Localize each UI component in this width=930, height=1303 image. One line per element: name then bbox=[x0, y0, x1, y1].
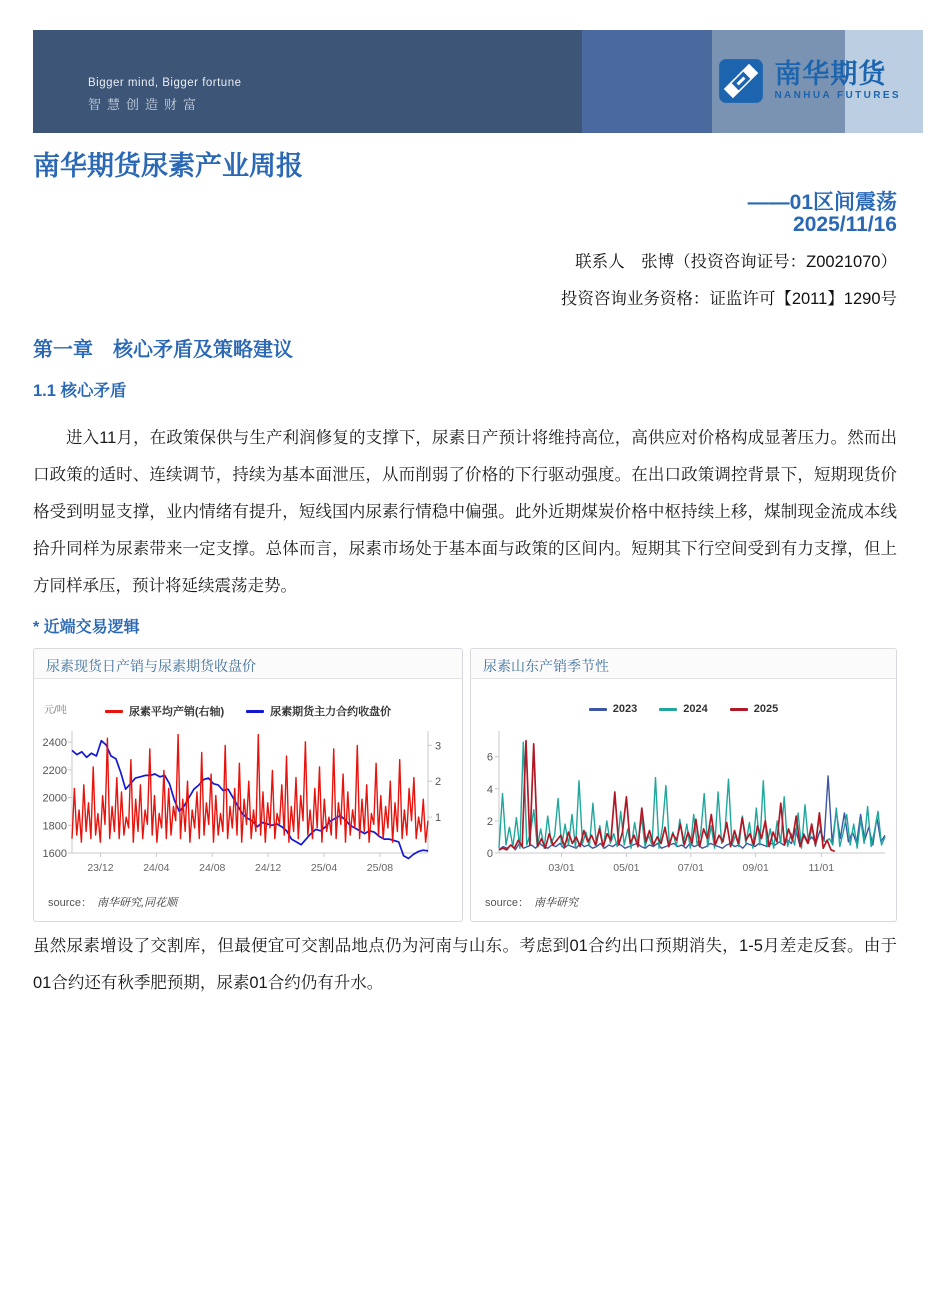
slogan-english: Bigger mind, Bigger fortune bbox=[88, 77, 242, 89]
svg-text:24/12: 24/12 bbox=[255, 862, 282, 874]
svg-text:2400: 2400 bbox=[42, 737, 67, 750]
nanhua-logo-icon bbox=[718, 58, 764, 104]
conclusion-paragraph: 虽然尿素增设了交割库，但最便宜可交割品地点仍为河南与山东。考虑到01合约出口预期消失，1-5月差走反套。由于01合约还有秋季肥预期，尿素01合约仍有升水。 bbox=[33, 937, 897, 992]
legend-item bbox=[105, 703, 224, 719]
chart-source bbox=[48, 894, 177, 910]
chart-title-left: 尿素现货日产销与尿素期货收盘价 bbox=[34, 649, 462, 679]
legend-item bbox=[246, 703, 391, 719]
logo-text bbox=[774, 61, 901, 101]
legend-label: 2024 bbox=[683, 703, 708, 715]
source-text: 南华研究 bbox=[534, 897, 579, 909]
chart-plot bbox=[471, 725, 896, 889]
report-title: 南华期货尿素产业周报 bbox=[33, 151, 303, 181]
chapter-heading: 第一章 核心矛盾及策略建议 bbox=[33, 339, 293, 361]
report-subtitle: ——01区间震荡 bbox=[747, 191, 897, 214]
chart-title-right: 尿素山东产销季节性 bbox=[471, 649, 896, 679]
chart-panel-left bbox=[33, 648, 463, 922]
slogan-chinese: 智慧创造财富 bbox=[88, 97, 203, 112]
svg-text:09/01: 09/01 bbox=[742, 862, 769, 874]
svg-text:6: 6 bbox=[486, 751, 493, 764]
core-paragraph: 进入11月，在政策保供与生产利润修复的支撑下，尿素日产预计将维持高位，高供应对价格构成显著压力。然而出口政策的适时、连续调节，持续为基本面泄压，从而削弱了价格的下行驱动强度。在出口政策调控背景下，短期现货价格受到明显支撑，业内情绪有提升，短线国内尿素行情稳中偏强。此外近期煤炭价格中枢持续上移，煤制现金流成本线拾升同样为尿素带来一定支撑。总体而言，尿素市场处于基本面与政策的区间内。短期其下行空间受到有力支撑，但上方同样承压，预计将延续震荡走势。 bbox=[33, 429, 897, 595]
legend-label: 尿素平均产销(右轴) bbox=[128, 706, 225, 718]
banner-block-dark bbox=[33, 30, 582, 133]
svg-text:2: 2 bbox=[486, 815, 493, 828]
legend-item bbox=[659, 703, 707, 715]
qualification-line: 投资咨询业务资格：证监许可【2011】1290号 bbox=[560, 290, 897, 308]
banner-block-blue bbox=[582, 30, 712, 133]
legend-label: 2023 bbox=[612, 703, 638, 715]
chart-plot bbox=[34, 725, 462, 889]
svg-text:3: 3 bbox=[435, 740, 442, 753]
svg-text:05/01: 05/01 bbox=[613, 862, 640, 874]
logo-name-en: NANHUA FUTURES bbox=[774, 90, 901, 101]
svg-text:07/01: 07/01 bbox=[677, 862, 704, 874]
legend-swatch bbox=[589, 708, 607, 711]
section-heading: 1.1 核心矛盾 bbox=[33, 382, 127, 400]
svg-text:23/12: 23/12 bbox=[87, 862, 114, 874]
chart-legend bbox=[34, 703, 462, 719]
svg-text:03/01: 03/01 bbox=[548, 862, 575, 874]
svg-text:1600: 1600 bbox=[42, 848, 67, 860]
legend-label: 2025 bbox=[753, 703, 779, 715]
legend-swatch bbox=[105, 710, 123, 713]
company-logo bbox=[718, 58, 901, 104]
chart-panel-right bbox=[470, 648, 897, 922]
chart-legend bbox=[471, 703, 896, 715]
report-date: 2025/11/16 bbox=[793, 213, 897, 236]
charts-row bbox=[33, 648, 897, 922]
svg-text:25/08: 25/08 bbox=[366, 862, 394, 874]
svg-text:4: 4 bbox=[486, 783, 493, 796]
svg-text:1: 1 bbox=[435, 812, 442, 825]
svg-text:0: 0 bbox=[486, 848, 493, 860]
trade-logic-heading: * 近端交易逻辑 bbox=[33, 619, 140, 636]
top-banner bbox=[33, 30, 923, 133]
source-label: source： bbox=[485, 897, 530, 909]
legend-item bbox=[730, 703, 778, 715]
svg-text:24/04: 24/04 bbox=[143, 862, 170, 874]
svg-text:1800: 1800 bbox=[42, 820, 67, 833]
chart-body-left bbox=[34, 679, 462, 922]
legend-label: 尿素期货主力合约收盘价 bbox=[270, 706, 392, 718]
logo-name-cn: 南华期货 bbox=[774, 59, 887, 89]
legend-swatch bbox=[246, 710, 264, 713]
source-label: source： bbox=[48, 897, 93, 909]
chart-body-right bbox=[471, 679, 896, 922]
source-text: 南华研究,同花顺 bbox=[97, 897, 178, 909]
svg-text:24/08: 24/08 bbox=[199, 862, 226, 874]
svg-text:11/01: 11/01 bbox=[808, 862, 835, 874]
svg-text:2000: 2000 bbox=[42, 792, 67, 805]
legend-swatch bbox=[730, 708, 748, 711]
legend-item bbox=[589, 703, 637, 715]
svg-text:2: 2 bbox=[435, 776, 442, 789]
contact-line: 联系人 张博（投资咨询证号：Z0021070） bbox=[575, 253, 897, 271]
legend-swatch bbox=[659, 708, 677, 711]
svg-text:25/04: 25/04 bbox=[310, 862, 338, 874]
y-axis-unit-label: 元/吨 bbox=[44, 705, 67, 716]
svg-text:2200: 2200 bbox=[42, 764, 67, 777]
banner-slogan bbox=[88, 77, 242, 113]
chart-source bbox=[485, 894, 578, 910]
